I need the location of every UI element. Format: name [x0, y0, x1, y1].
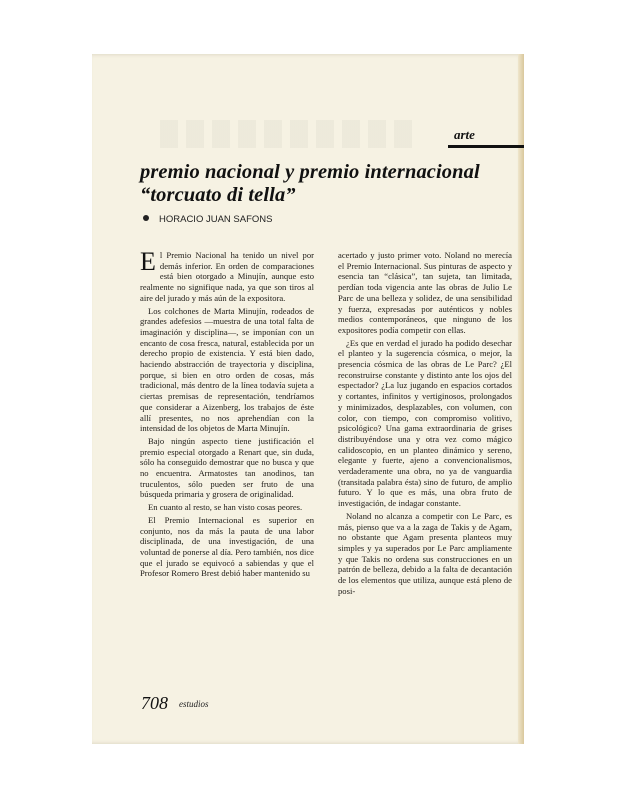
- paragraph: Los colchones de Marta Minujín, rodeados de grandes adefesios —muestra de una total falta de imaginación y disciplina—, se imponían con un encanto de cosa fresca, natural, establecida por un derecho propio de existencia. Y está bien dado, haciendo abstracción de trayectoria y disciplina, porque, si bien en otro orden de cosas, más tradicional, más dentro de la línea todavía sujeta a ciertas premisas de representación, tendríamos que considerar a Aizenberg, los trabajos de éste allí presentes, no nos aprehendían con la intensidad de los objetos de Marta Minujín.: [140, 305, 314, 434]
- byline: [143, 214, 273, 225]
- left-column: [140, 247, 314, 581]
- right-column: [338, 250, 512, 599]
- paragraph: Noland no alcanza a competir con Le Parc, es más, pienso que va a la zaga de Takis y de Agam, no obstante que Agam presenta planteos muy simples y ya superados por Le Parc ampliamente y que Takis no ordena sus construcciones en un patrón de belleza, debido a la falta de decantación de los elementos que utiliza, aunque está pleno de posi-: [338, 510, 512, 596]
- author-name: HORACIO JUAN SAFONS: [159, 214, 273, 225]
- paragraph: En cuanto al resto, se han visto cosas peores.: [148, 502, 303, 513]
- title-line-1: premio nacional y premio internacional: [140, 161, 480, 183]
- paragraph: Bajo ningún aspecto tiene justificación el premio especial otorgado a Renart que, sin duda, sólo ha conseguido demostrar que no busca y que no encuentra. Armatostes tan anodinos, tan truculentos, sólo pueden ser fruto de una búsqueda primaria y grosera de originalidad.: [140, 435, 314, 500]
- drop-cap: E: [140, 247, 156, 276]
- section-label: arte: [454, 127, 475, 142]
- paragraph: El Premio Internacional es superior en conjunto, nos da más la pauta de una labor disciplinada, de una investigación, de una voluntad de ponerse al día. Pero también, nos dice que el jurado se equivocó a sabiendas y que el Profesor Romero Brest debió haber mantenido su: [140, 514, 314, 579]
- section-rule: [448, 145, 524, 148]
- title-line-2: “torcuato di tella”: [140, 184, 296, 206]
- bullet-icon: [143, 215, 149, 221]
- faint-show-through-text: [160, 120, 420, 148]
- article-title: [140, 161, 500, 207]
- page-number: 708: [141, 693, 168, 713]
- paragraph: acertado y justo primer voto. Noland no merecía el Premio Internacional. Sus pinturas de aspecto y esencia tan “clásica”, tan sujeta, tan limitada, perdían toda vigencia ante las obras de Julio Le Parc de una belleza y solidez, de una sensibilidad y fuerza, expresadas por auténticos y nobles medios contemporáneos, que ninguno de los expositores podía competir con ellas.: [338, 250, 512, 335]
- paragraph: El Premio Nacional ha tenido un nivel por demás inferior. En orden de comparaciones está bien otorgado a Minujín, aunque esto realmente no signifique nada, ya que son tiros al aire del jurado y más aún de la expositora.: [140, 247, 314, 303]
- paragraph: ¿Es que en verdad el jurado ha podido desechar el planteo y la sugerencia cósmica, o mejor, la presencia cósmica de las obras de Le Parc? ¿El reconstruirse constante y distinto ante los ojos del espectador? ¿La luz jugando en espacios cortados y cortantes, infinitos y vertiginosos, prolongados y minimizados, desplazables, con volumen, con color, con tiempo, con compromiso volitivo, psicológico? Una gama extraordinaria de grises distribuyéndose una y otra vez como mágico calidoscopio, en un planteo dinámico y sereno, elegante y fuerte, ajeno a convencionalismos, verdaderamente una obra, no ya de vanguardia (transitada palabra ésta) sino de futuro, de amplio futuro. Y lo que es más, una obra fruto de investigación, de indagar constante.: [338, 337, 512, 509]
- page-edge-shadow: [518, 54, 524, 744]
- publication-label: estudios: [179, 699, 209, 709]
